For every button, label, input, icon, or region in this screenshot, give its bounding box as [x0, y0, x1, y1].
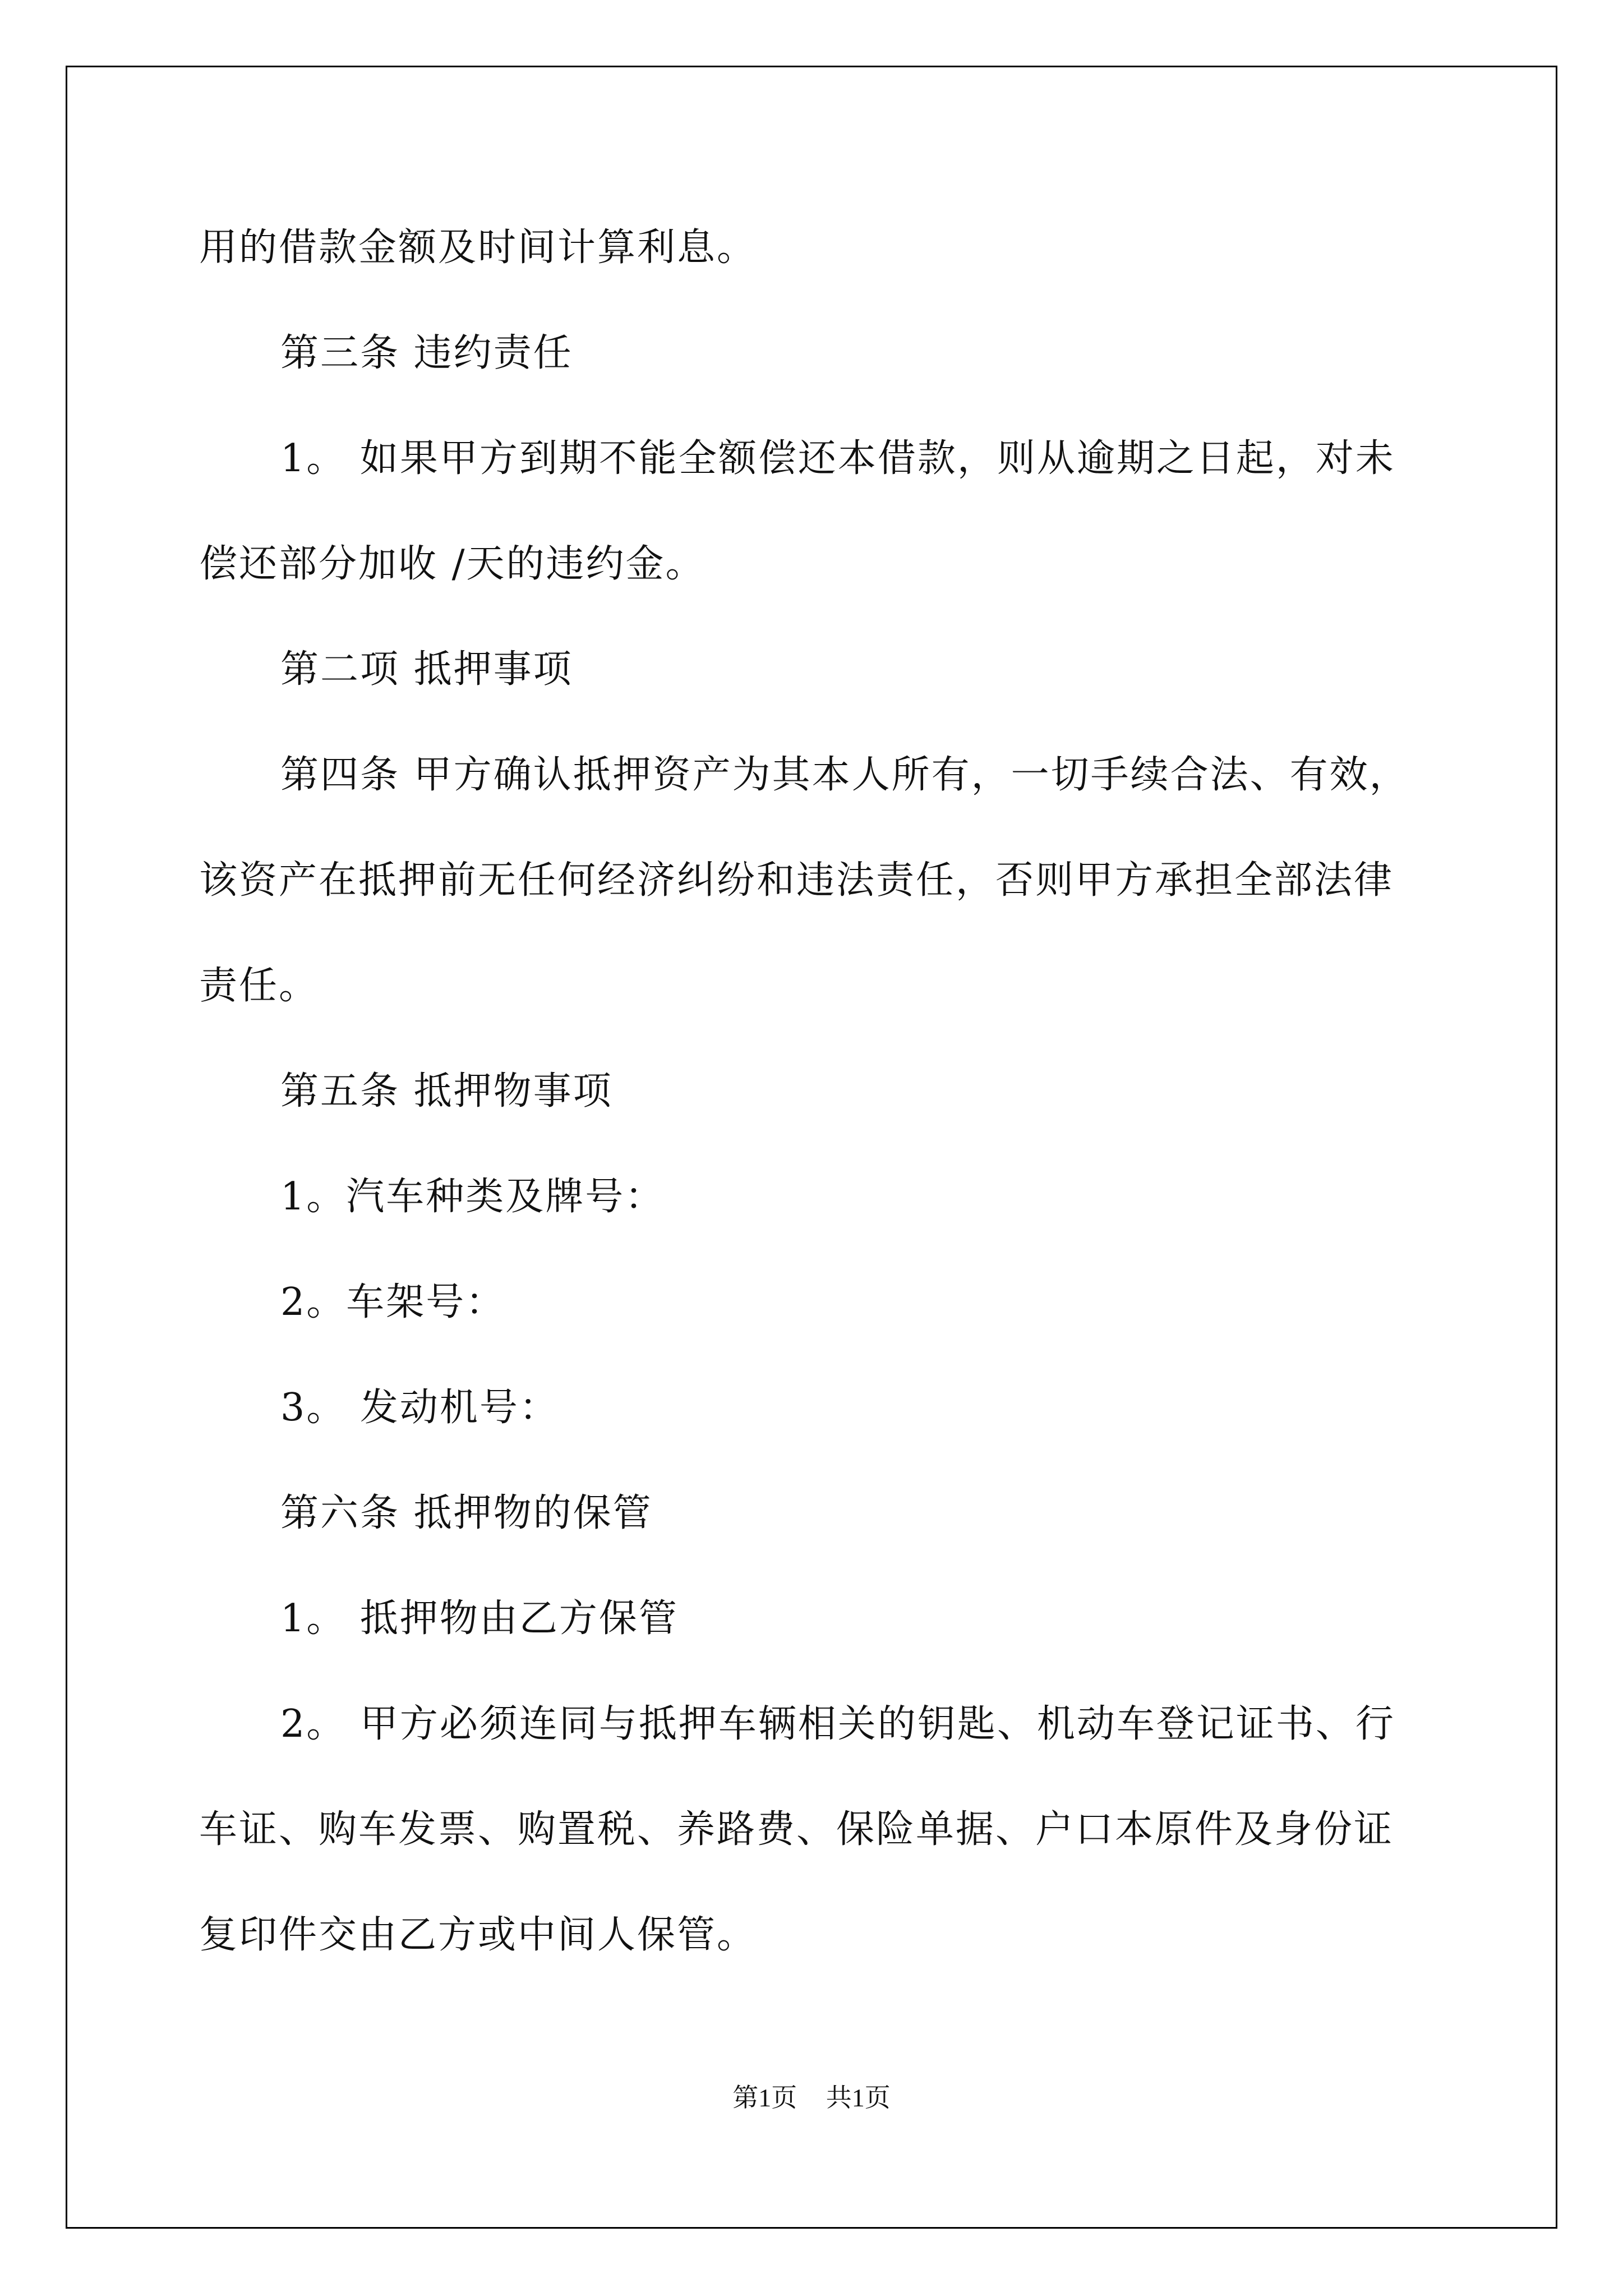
- body-line: 偿还部分加收 /天的违约金。: [199, 542, 706, 586]
- body-line: 3。 发动机号：: [280, 1386, 559, 1430]
- body-line: 1。汽车种类及牌号：: [280, 1175, 665, 1219]
- body-line: 1。 抵押物由乙方保管: [280, 1596, 679, 1641]
- body-line: 复印件交由乙方或中间人保管。: [199, 1913, 757, 1957]
- page-footer: [0, 2082, 1623, 2114]
- article-heading: 第三条 违约责任: [280, 331, 573, 375]
- article-heading: 第六条 抵押物的保管: [280, 1491, 653, 1535]
- body-line: 2。车架号：: [280, 1280, 506, 1324]
- page-number: 第1页: [732, 2083, 797, 2112]
- page-total: 共1页: [826, 2083, 891, 2112]
- article-heading: 第五条 抵押物事项: [280, 1069, 613, 1114]
- body-line: 车证、购车发票、购置税、养路费、保险单据、户口本原件及身份证: [199, 1807, 1394, 1852]
- body-line: 该资产在抵押前无任何经济纠纷和违法责任，否则甲方承担全部法律: [199, 858, 1394, 903]
- body-line: 1。 如果甲方到期不能全额偿还本借款，则从逾期之日起，对未: [280, 436, 1395, 481]
- body-line: 用的借款金额及时间计算利息。: [199, 226, 757, 270]
- body-line: 第四条 甲方确认抵押资产为其本人所有，一切手续合法、有效，: [280, 753, 1409, 797]
- body-line: 2。 甲方必须连同与抵押车辆相关的钥匙、机动车登记证书、行: [280, 1702, 1395, 1746]
- section-heading: 第二项 抵押事项: [280, 647, 573, 692]
- body-line: 责任。: [199, 964, 319, 1008]
- page-border: [66, 66, 1557, 2229]
